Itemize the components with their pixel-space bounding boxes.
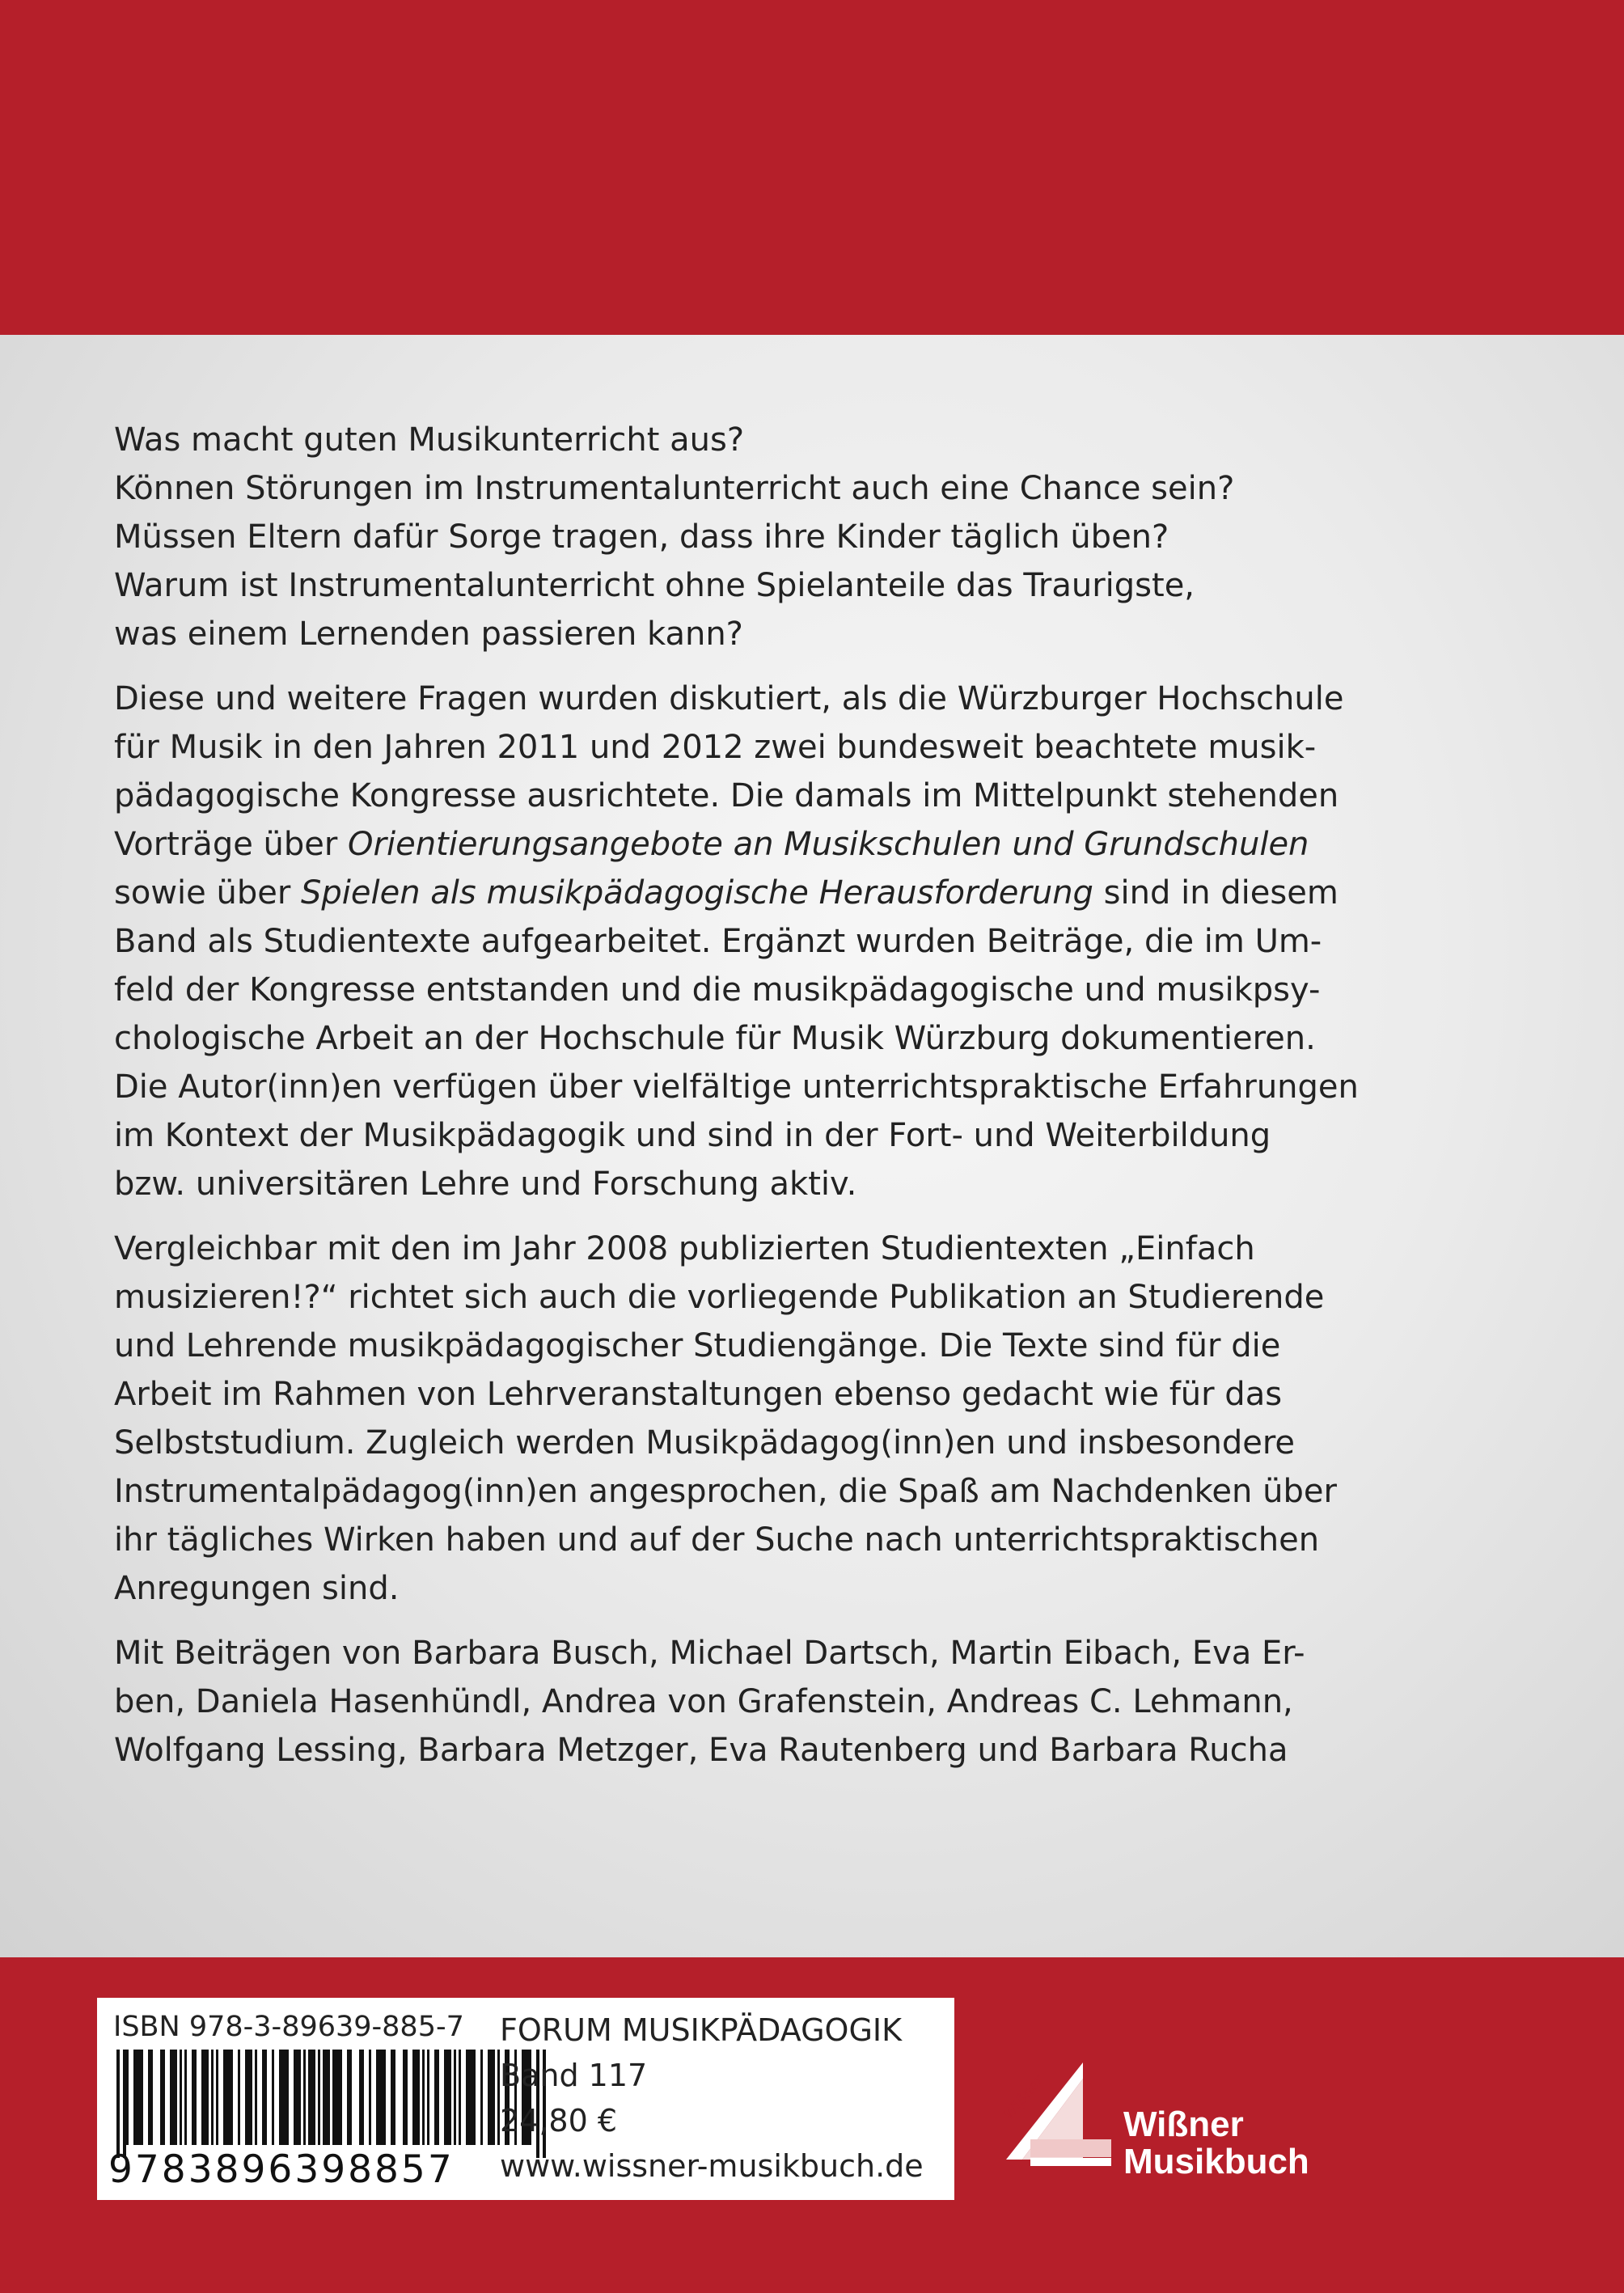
volume-number: Band 117: [500, 2058, 648, 2093]
paragraph-line: Die Autor(inn)en verfügen über vielfältige unterrichtspraktische Erfahrungen: [114, 1068, 1359, 1106]
description-paragraph: [114, 675, 1359, 1208]
barcode-bar: [347, 2050, 352, 2145]
barcode-icon: [112, 2050, 548, 2158]
barcode-bar: [126, 2050, 129, 2145]
barcode-bar: [391, 2050, 395, 2145]
barcode-digits: 9783896398857: [108, 2147, 455, 2192]
barcode-bar: [294, 2050, 301, 2145]
paragraph-line: [114, 869, 1339, 917]
barcode-bar: [192, 2050, 197, 2145]
paragraph-line: Diese und weitere Fragen wurden diskutiert, als die Würzburger Hochschule: [114, 680, 1344, 717]
paragraph-line: Arbeit im Rahmen von Lehrveranstaltungen ebenso gedacht wie für das: [114, 1376, 1283, 1413]
publisher-logo: [998, 2054, 1354, 2181]
barcode-bar: [459, 2050, 461, 2145]
barcode-bar: [148, 2050, 153, 2145]
paragraph-line: Selbststudium. Zugleich werden Musikpädagog(inn)en und insbesondere: [114, 1424, 1296, 1462]
isbn-label: ISBN 978-3-89639-885-7: [113, 2011, 464, 2043]
paragraph-text: sind in diesem: [1093, 874, 1339, 912]
contributors-line: ben, Daniela Hasenhündl, Andrea von Grafenstein, Andreas C. Lehmann,: [114, 1683, 1293, 1720]
barcode-bar: [201, 2050, 209, 2145]
barcode-bar: [308, 2050, 315, 2145]
barcode-bar: [303, 2050, 306, 2145]
question-line: Warum ist Instrumentalunterricht ohne Spielanteile das Traurigste,: [114, 567, 1195, 604]
contributors-paragraph: [114, 1629, 1311, 1775]
barcode-bar: [466, 2050, 476, 2145]
publisher-name-line1: Wißner: [1123, 2105, 1244, 2144]
book-meta: [500, 2007, 924, 2189]
publisher-name-line2: Musikbuch: [1123, 2142, 1309, 2181]
barcode-bar: [255, 2050, 257, 2145]
question-line: Müssen Eltern dafür Sorge tragen, dass ihre Kinder täglich üben?: [114, 518, 1169, 556]
paragraph-line: chologische Arbeit an der Hochschule für Musik Würzburg dokumentieren.: [114, 1020, 1316, 1057]
barcode-bar: [245, 2050, 252, 2145]
paragraph-line: feld der Kongresse entstanden und die musikpädagogische und musikpsy-: [114, 971, 1321, 1009]
book-info-box: [97, 1998, 954, 2200]
barcode-bar: [323, 2050, 330, 2145]
top-red-band: [0, 0, 1624, 335]
price: 24,80 €: [500, 2103, 618, 2139]
barcode-bar: [272, 2050, 274, 2145]
barcode-bar: [434, 2050, 439, 2145]
barcode-bar: [359, 2050, 364, 2145]
barcode-bar: [216, 2050, 218, 2145]
barcode-bar: [160, 2050, 165, 2145]
barcode-bar: [488, 2050, 495, 2145]
barcode-bar: [223, 2050, 233, 2145]
barcode-bar: [454, 2050, 456, 2145]
paragraph-line: [114, 820, 1311, 869]
barcode-bar: [116, 2050, 120, 2158]
paragraph-line: und Lehrende musikpädagogischer Studiengänge. Die Texte sind für die: [114, 1327, 1281, 1364]
contributors-line: Wolfgang Lessing, Barbara Metzger, Eva Rautenberg und Barbara Rucha: [114, 1732, 1288, 1769]
website-link[interactable]: www.wissner-musikbuch.de: [500, 2148, 924, 2184]
logo-script-text: Wißner: [1000, 2071, 1048, 2124]
paragraph-line: im Kontext der Musikpädagogik und sind in der Fort- und Weiterbildung: [114, 1117, 1271, 1154]
barcode-bar: [332, 2050, 342, 2145]
barcode-bar: [180, 2050, 182, 2145]
blurb-text: [114, 416, 1359, 1791]
barcode-bar: [376, 2050, 386, 2145]
barcode-bar: [279, 2050, 289, 2145]
barcode-bar: [444, 2050, 451, 2145]
italic-title: Orientierungsangebote an Musikschulen und Grundschulen: [348, 826, 1309, 863]
italic-title: Spielen als musikpädagogische Herausforderung: [300, 874, 1093, 912]
barcode-bar: [123, 2050, 126, 2158]
barcode-bar: [412, 2050, 420, 2145]
paragraph-line: bzw. universitären Lehre und Forschung aktiv.: [114, 1166, 857, 1203]
contributors-line: Mit Beiträgen von Barbara Busch, Michael Dartsch, Martin Eibach, Eva Er-: [114, 1635, 1305, 1672]
barcode-bar: [403, 2050, 408, 2145]
paragraph-line: pädagogische Kongresse ausrichtete. Die damals im Mittelpunkt stehenden: [114, 777, 1339, 814]
paragraph-line: musizieren!?“ richtet sich auch die vorliegende Publikation an Studierende: [114, 1279, 1325, 1316]
barcode-bar: [480, 2050, 483, 2145]
barcode-bar: [318, 2050, 320, 2145]
barcode-bar: [170, 2050, 177, 2145]
barcode-bar: [369, 2050, 371, 2145]
question-line: Können Störungen im Instrumentalunterricht auch eine Chance sein?: [114, 470, 1235, 507]
paragraph-text: sowie über: [114, 874, 301, 912]
barcode-bar: [184, 2050, 187, 2145]
paragraph-line: Band als Studientexte aufgearbeitet. Ergänzt wurden Beiträge, die im Um-: [114, 923, 1322, 960]
barcode-bar: [133, 2050, 143, 2145]
paragraph-line: für Musik in den Jahren 2011 und 2012 zwei bundesweit beachtete musik-: [114, 729, 1317, 766]
questions-paragraph: [114, 416, 1311, 658]
paragraph-text: Vorträge über: [114, 826, 349, 863]
barcode-bar: [427, 2050, 429, 2145]
question-line: was einem Lernenden passieren kann?: [114, 616, 743, 653]
publisher-name: [1123, 2106, 1309, 2181]
barcode-bar: [422, 2050, 425, 2145]
paragraph-line: Instrumentalpädagog(inn)en angesprochen, die Spaß am Nachdenken über: [114, 1473, 1337, 1510]
barcode-bar: [262, 2050, 267, 2145]
paragraph-line: ihr tägliches Wirken haben und auf der Suche nach unterrichtspraktischen: [114, 1521, 1320, 1559]
barcode-bar: [211, 2050, 214, 2145]
paragraph-line: Anregungen sind.: [114, 1570, 400, 1607]
audience-paragraph: [114, 1225, 1337, 1613]
barcode-bar: [238, 2050, 240, 2145]
question-line: Was macht guten Musikunterricht aus?: [114, 421, 745, 459]
paragraph-line: Vergleichbar mit den im Jahr 2008 publizierten Studientexten „Einfach: [114, 1230, 1255, 1267]
series-title: FORUM MUSIKPÄDAGOGIK: [500, 2012, 903, 2048]
